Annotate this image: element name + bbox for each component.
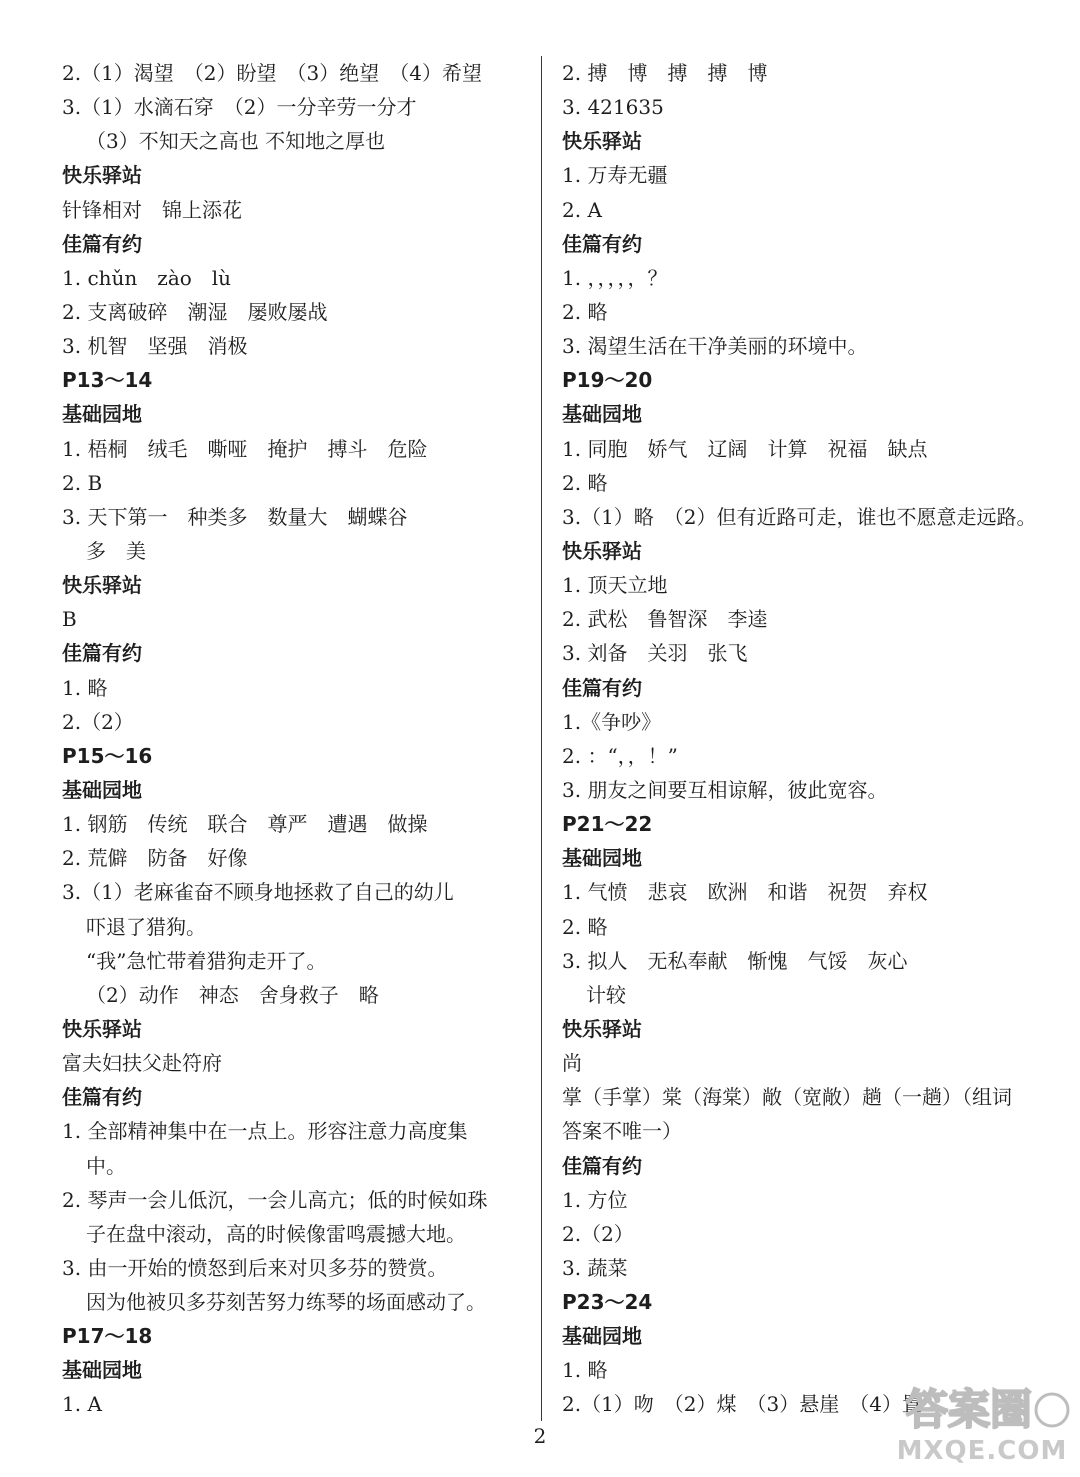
section-heading: 快乐驿站 [562,1016,642,1041]
answer-line: 1. 方位 [562,1187,628,1212]
answer-line: 1. 万寿无疆 [562,163,668,188]
section-heading: 快乐驿站 [62,163,142,188]
answer-line: 计较 [586,982,626,1007]
section-heading: 基础园地 [562,402,642,427]
section-heading: 基础园地 [62,402,142,427]
answer-line: 1. A [62,1392,102,1417]
answer-line: 针锋相对 锦上添花 [62,197,242,222]
answer-line: 2.（2） [62,709,134,734]
answer-line: 2. ：“，，！” [562,743,678,768]
answer-line: 3.（1）略 （2）但有近路可走，谁也不愿意走远路。 [562,504,1037,529]
watermark-text: MXQE.COM [896,1436,1068,1466]
answer-line: 1.《争吵》 [562,709,662,734]
answer-line: 掌（手掌）棠（海棠）敞（宽敞）趟（一趟）（组词 [562,1085,1012,1110]
answer-line: 3.（1）水滴石穿 （2）一分辛劳一分才 [62,95,417,120]
section-heading: 佳篇有约 [62,641,142,666]
section-heading: P21～22 [562,812,653,837]
section-heading: 基础园地 [562,1324,642,1349]
watermark-glyphs: 答案圈 [906,1385,1033,1434]
answer-line: 3. 由一开始的愤怒到后来对贝多芬的赞赏。 [62,1255,448,1280]
section-heading: 佳篇有约 [562,675,642,700]
right-column [562,56,1037,1422]
answer-line: 1. 钢筋 传统 联合 尊严 遭遇 做操 [62,812,428,837]
watermark-logo-icon [892,1378,1072,1438]
answer-line: 1. 略 [62,675,108,700]
answer-line: 1. 气愤 悲哀 欧洲 和谐 祝贺 弃权 [562,880,928,905]
section-heading: 佳篇有约 [62,1085,142,1110]
answer-line: 富夫妇扶父赴符府 [62,1051,222,1076]
answer-line: 1. 略 [562,1358,608,1383]
column-divider [541,56,542,1421]
section-heading: P15～16 [62,743,153,768]
answer-line: 1. 顶天立地 [562,573,668,598]
answer-line: 1. 同胞 娇气 辽阔 计算 祝福 缺点 [562,436,928,461]
section-heading: P17～18 [62,1324,153,1349]
answer-line: 3. 拟人 无私奉献 惭愧 气馁 灰心 [562,948,908,973]
section-heading: 佳篇有约 [62,231,142,256]
answer-line: 答案不唯一） [562,1119,682,1144]
answer-line: 2. 琴声一会儿低沉，一会儿高亢；低的时候如珠 [62,1187,488,1212]
section-heading: 快乐驿站 [62,573,142,598]
section-heading: 快乐驿站 [562,538,642,563]
answer-line: “我”急忙带着猎狗走开了。 [86,948,327,973]
answer-line: 2. A [562,197,602,222]
answer-line: 因为他被贝多芬刻苦努力练琴的场面感动了。 [86,1290,486,1315]
section-heading: P13～14 [62,368,153,393]
section-heading: P19～20 [562,368,653,393]
section-heading: 基础园地 [562,846,642,871]
answer-line: （3）不知天之高也 不知地之厚也 [86,129,386,154]
answer-line: 2.（1）渴望 （2）盼望 （3）绝望 （4）希望 [62,61,482,85]
answer-line: 2. 荒僻 防备 好像 [62,846,248,871]
answer-line: 3. 朋友之间要互相谅解，彼此宽容。 [562,777,888,802]
answer-line: 2. 武松 鲁智深 李逵 [562,607,768,632]
answer-line: 3. 机智 坚强 消极 [62,334,248,359]
answer-line: 3. 421635 [562,95,664,120]
answer-line: 3. 渴望生活在干净美丽的环境中。 [562,334,868,359]
answer-line: 2. 略 [562,470,608,495]
answer-line: 1. 梧桐 绒毛 嘶哑 掩护 搏斗 危险 [62,436,428,461]
page-number: 2 [533,1424,547,1448]
answer-line: 1. 全部精神集中在一点上。形容注意力高度集 [62,1119,468,1144]
answer-line: 3. 刘备 关羽 张飞 [562,641,748,666]
answer-line: 2. 略 [562,299,608,324]
answer-line: 3.（1）老麻雀奋不顾身地拯救了自己的幼儿 [62,880,454,905]
answer-line: B [62,607,77,632]
answer-line: 2. 略 [562,914,608,939]
watermark-logo [892,1378,1072,1474]
answer-line: 1. chǔn zào lù [62,265,232,290]
answer-line: 吓退了猎狗。 [86,914,206,939]
section-heading: 佳篇有约 [562,231,642,256]
answer-line: 2.（1）吻 （2）煤 （3）悬崖 （4）置 [562,1392,922,1417]
section-heading: 快乐驿站 [62,1016,142,1041]
answer-line: 2.（2） [562,1221,634,1246]
section-heading: 基础园地 [62,1358,142,1383]
answer-line: 子在盘中滚动，高的时候像雷鸣震撼大地。 [86,1221,466,1246]
answer-line: 1. ，，，，，？ [562,265,668,290]
section-heading: 基础园地 [62,777,142,802]
left-column [62,56,527,1422]
answer-line: 多 美 [86,538,146,563]
answer-line: 3. 天下第一 种类多 数量大 蝴蝶谷 [62,504,408,529]
section-heading: P23～24 [562,1290,653,1315]
answer-line: 2. B [62,470,103,495]
watermark-ring-icon [1036,1394,1068,1426]
answer-line: 尚 [562,1051,582,1076]
answer-line: 2. 搏 博 搏 搏 博 [562,61,768,85]
answer-line: 中。 [86,1153,126,1178]
answer-line: 3. 蔬菜 [562,1255,628,1280]
section-heading: 快乐驿站 [562,129,642,154]
answer-line: 2. 支离破碎 潮湿 屡败屡战 [62,299,328,324]
answer-line: （2）动作 神态 舍身救子 略 [86,982,379,1007]
section-heading: 佳篇有约 [562,1153,642,1178]
